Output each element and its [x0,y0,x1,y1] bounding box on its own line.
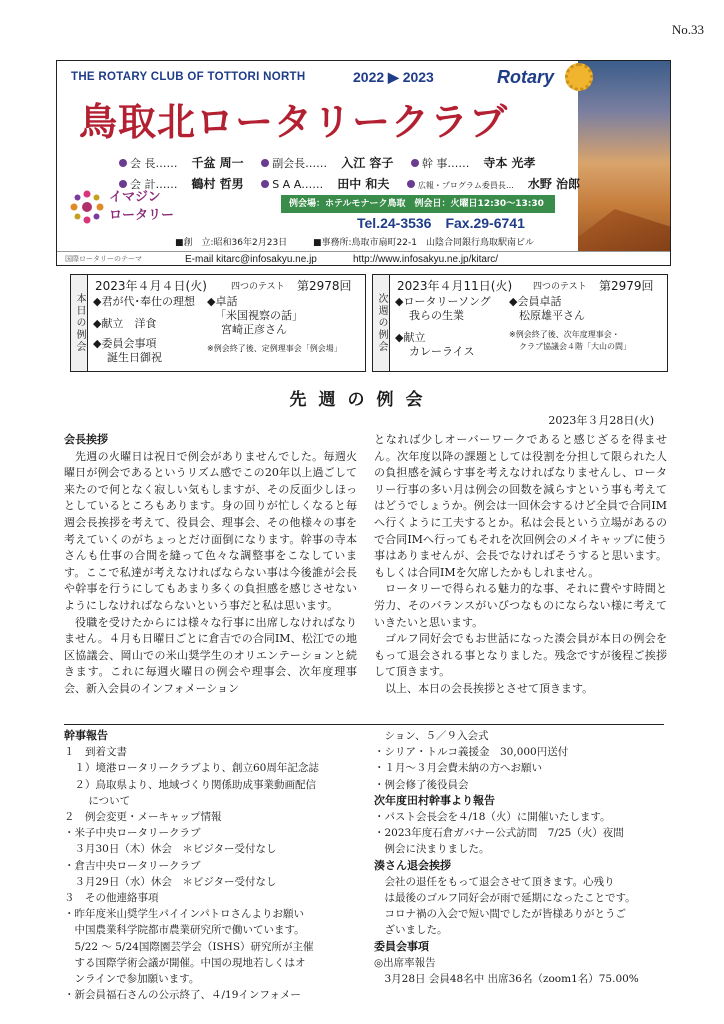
rotary-logo-text: Rotary [497,67,555,87]
agenda-item: ◆献立 [395,331,426,344]
report-line: について [64,794,131,807]
report-line: ンラインで参加願います。 [64,973,200,986]
office-address: ■事務所:鳥取市扇町22-1 山陰合同銀行鳥取駅南ビル [313,238,534,248]
paragraph: 以上、本日の会長挨拶とさせて頂きます。 [385,681,594,695]
email-address[interactable]: E-mail kitarc@infosakyu.ne.jp [185,254,317,265]
officer-president: 会 長…… 千盆 周一 [119,157,244,170]
club-name-english: THE ROTARY CLUB OF TOTTORI NORTH [71,71,306,83]
report-column-left [64,728,364,1003]
officer-pr-chair: 広報・プログラム委員長… 水野 治郎 [407,178,580,191]
report-line: ３月30日（木）休会 ＊ビジター受付なし [64,843,277,856]
report-line: ３月29日（水）休会 ＊ビジター受付なし [64,875,277,888]
report-line: １ 到着文書 [64,746,127,759]
talk-speaker: 松原雄平さん [519,309,585,322]
meeting-note: クラブ協議会４階「大山の間」 [519,342,631,351]
report-heading: 次年度田村幹事より報告 [374,793,495,807]
today-meeting-box [70,274,366,372]
officer-saa: S A A…… 田中 和夫 [261,178,389,191]
report-line: する国際学術会議が開催。中国の現地若しくはオ [64,956,306,969]
report-line: ション、５／９入会式 [374,730,489,742]
report-heading: 湊さん退会挨拶 [374,858,451,872]
report-line: ・新会員福石さんの公示終了、４/19インフォメー [64,989,301,1002]
meeting-note: ※例会終了後、定例理事会「例会場」 [207,344,342,353]
four-way-test: 四つのテスト [533,282,587,292]
officer-secretary: 幹 事…… 寺本 光孝 [411,157,536,170]
talk-subject: 「米国視察の話」 [215,309,303,322]
section-title: 先週の例会 [289,390,435,410]
agenda-item: カレーライス [409,345,475,358]
agenda-item: ◆君が代･奉仕の理想 [93,295,195,308]
paragraph: ロータリーで得られる魅力的な事、それに費やす時間と労力、そのバランスがいびつなものにならない様に考えていきたいと思います。 [374,582,667,629]
paragraph: 先週の火曜日は祝日で例会がありませんでした。毎週火曜日が例会であるというリズム感でこの20年以上過ごして来たので何となく寂しい気もしますが、その反面少しほっとしているところもあります。身の回りが忙しくなると毎週会長挨拶を考えて、役員会、理事会、その他様々の事を考えていくのがちょっとだけ面倒になります。幹事の寺本さんも仕事の合間を縫って色々な調整事をこなしています。ここで私達が考えなければならない事は今後誰が会長や幹事を行うにしてもあまり多くの負担感を感じさせないようにしなければならないという事だと私は思います。 [64,449,357,612]
report-line: １）境港ロータリークラブより、創立60周年記念誌 [64,762,319,775]
report-line: 中国農業科学院都市農業研究所で働いています。 [64,924,305,937]
talk-speaker: 宮崎正彦さん [221,323,287,336]
report-line: ３ その他連絡事項 [64,892,159,905]
today-date: 2023年４月４日(火) [95,279,207,293]
rotary-wheel-icon [565,63,593,91]
next-date: 2023年４月11日(火) [397,279,513,293]
report-line: ２ 例会変更・メーキャップ情報 [64,811,222,824]
report-heading: 幹事報告 [64,729,108,742]
agenda-item: ◆ロータリーソング [395,295,491,308]
website-url[interactable]: http://www.infosakyu.ne.jp/kitarc/ [353,254,499,265]
agenda-item: 誕生日御祝 [107,351,162,364]
talk-title: ◆卓話 [207,295,238,308]
paragraph: 役職を受けたからには様々な行事に出席しなければなりません。４月も日曜日ごとに倉吉での合同IM、松江での地区協議会、岡山での米山奨学生のオリエンテーションと続きます。これに毎週火曜日の例会や理事会、次年度理事会、新入会員のインフォメーション [64,615,357,695]
issue-number: No.33 [671,22,704,37]
agenda-item: ◆献立 洋食 [93,317,157,330]
greeting-column-left [64,432,357,698]
theme-label: 国際ロータリーのテーマ [65,256,142,263]
meeting-number: 第2978回 [297,279,352,293]
report-line: ・倉吉中央ロータリークラブ [64,859,201,872]
meeting-note: ※例会終了後、次年度理事会・ [509,330,620,339]
greeting-column-right [374,432,667,698]
report-line: ・2023年度石倉ガバナー公式訪問 7/25（火）夜間 [374,827,624,840]
report-line: ざいました。 [374,924,448,937]
section-date: 2023年３月28日(火) [548,414,654,427]
officers-row-2 [119,174,594,196]
greeting-heading: 会長挨拶 [64,433,108,446]
report-line: ・例会修了後役員会 [374,778,469,791]
report-line: ・シリア・トルコ義援金 30,000円送付 [374,746,569,759]
report-line: 3月28日 会員48名中 出席36名（zoom1名）75.00% [374,973,639,986]
report-line: ・昨年度米山奨学生パイインパトロさんよりお願い [64,908,305,921]
imagine-flower-icon [69,189,105,225]
rotary-year: 2022 ▶ 2023 [353,69,434,85]
report-heading: 委員会事項 [374,939,429,953]
divider [64,724,664,725]
next-meeting-box [372,274,668,372]
officers-list [119,153,594,196]
officer-vice-president: 副会長…… 入江 容子 [261,157,393,170]
contact-bar [57,251,671,266]
report-column-right [374,728,670,987]
report-line: 5/22 ～ 5/24国際園芸学会（ISHS）研究所が主催 [64,940,314,953]
report-line: ２）鳥取県より、地域づくり関係助成事業動画配信 [64,778,316,791]
imagine-rotary-theme: イマジン ロータリー [109,190,175,223]
tel-fax: Tel.24-3536 Fax.29-6741 [357,215,525,231]
agenda-item: ◆委員会事項 [93,337,157,350]
today-side-label: 本日の例会 [71,275,88,371]
report-line: ◎出席率報告 [374,956,436,969]
officer-treasurer: 会 計…… 鶴村 哲男 [119,178,244,191]
meeting-number: 第2979回 [599,279,654,293]
club-name-japanese: 鳥取北ロータリークラブ [79,100,509,144]
founded-date: ■創 立:昭和36年2月23日 [175,238,288,248]
report-line: は最後のゴルフ同好会が雨で延期になったことです。 [374,892,636,905]
header-banner [56,60,671,266]
talk-title: ◆会員卓話 [509,295,562,308]
report-line: 例会に決まりました。 [374,843,490,856]
report-line: 会社の退任をもって退会させて頂きます。心残り [374,875,615,888]
report-line: ・米子中央ロータリークラブ [64,827,201,840]
report-line: コロナ禍の入会で短い間でしたが皆様ありがとうご [374,908,626,921]
agenda-item: 我らの生業 [409,309,464,322]
officers-row-1 [119,153,594,174]
four-way-test: 四つのテスト [231,282,285,292]
paragraph: ゴルフ同好会でもお世話になった湊会員が本日の例会をもって退会される事となりました。残念ですが後程ご挨拶して頂きます。 [374,632,667,679]
report-line: ・パスト会長会を４/18（火）に開催いたします。 [374,811,611,824]
meeting-info-bar: 例会場：ホテルモナーク鳥取 例会日：火曜日12:30～13:30 [281,195,555,213]
report-line: ・１月～３月会費未納の方へお願い [374,762,542,775]
next-side-label: 次週の例会 [373,275,390,371]
paragraph: となれば少しオーバーワークであると感じざるを得ません。次年度以降の課題としては役割を分担して限られた人の負担感を減らす事を考えなければなりませんし、ロータリー行事の多い月は例会の回数を減らすという事も考えてはどうでしょうか。例会は一回休会するけど全員で合同IMへ行くように工夫するとか。私は会長という立場があるので合同IMへ行ってもそれを次回例会のメイキャップに使う事はありませんが、会長でなければそうすると思います。もしくは合同IMを欠席したかもしれません。 [374,433,667,579]
